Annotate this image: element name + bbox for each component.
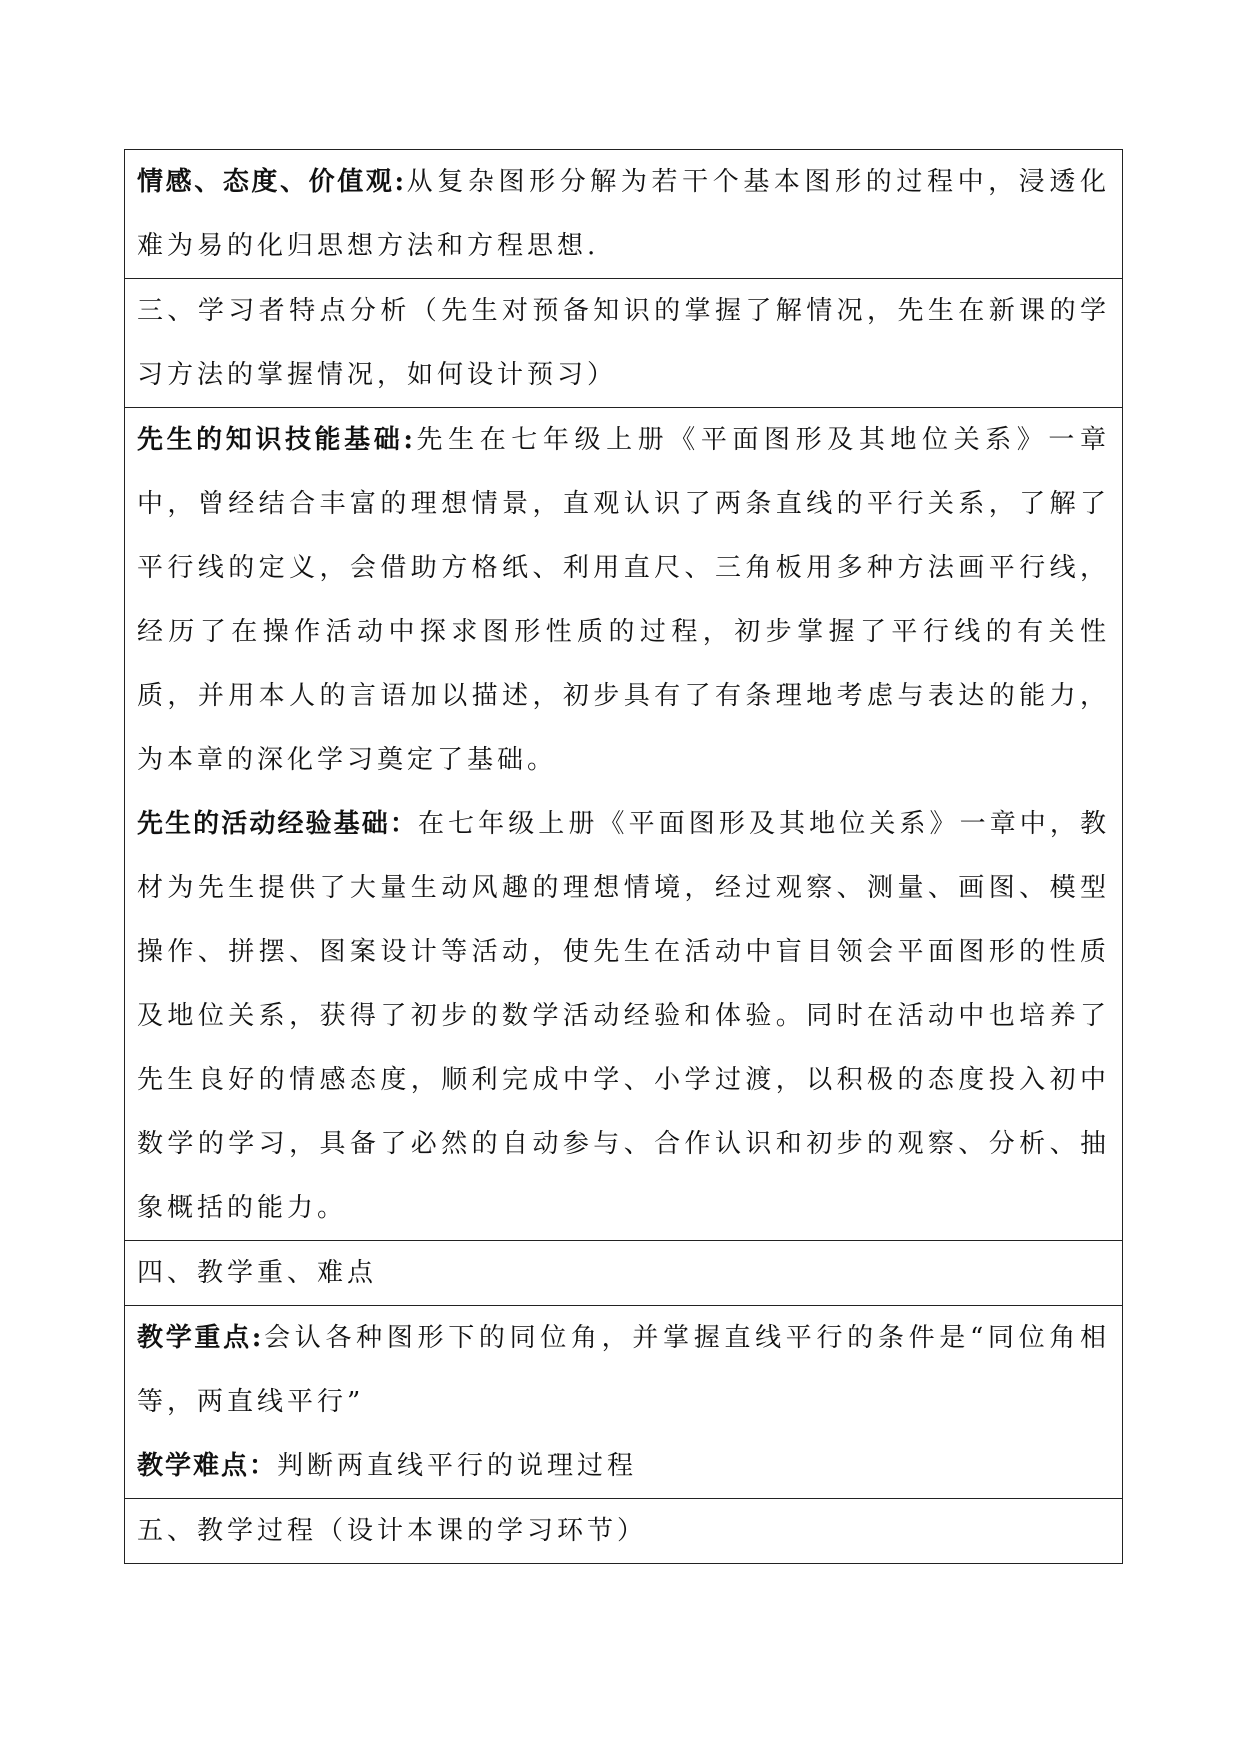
table-row <box>125 279 1122 408</box>
paragraph-text: 会认各种图形下的同位角，并掌握直线平行的条件是“同位角相等，两直线平行” <box>137 1323 1110 1417</box>
section-heading <box>137 279 1110 407</box>
paragraph <box>137 408 1110 792</box>
table-row <box>125 408 1122 1241</box>
table-row <box>125 1306 1122 1499</box>
section-heading-text: 四、教学重、难点 <box>137 1258 378 1288</box>
table-row <box>125 1241 1122 1306</box>
paragraph <box>137 1434 1110 1498</box>
paragraph-label: 情感、态度、价值观: <box>137 167 407 197</box>
paragraph-text: 先生在七年级上册《平面图形及其地位关系》一章中，曾经结合丰富的理想情景，直观认识了两条直线的平行关系，了解了平行线的定义，会借助方格纸、利用直尺、三角板用多种方法画平行线，经历了在操作活动中探求图形性质的过程，初步掌握了平行线的有关性质，并用本人的言语加以描述，初步具有了有条理地考虑与表达的能力，为本章的深化学习奠定了基础。 <box>137 425 1110 775</box>
paragraph <box>137 1306 1110 1434</box>
paragraph-label: 先生的活动经验基础： <box>137 809 418 839</box>
section-heading <box>137 1499 1110 1563</box>
paragraph-label: 先生的知识技能基础: <box>137 425 415 455</box>
paragraph-label: 教学重点: <box>137 1323 264 1353</box>
paragraph <box>137 150 1110 278</box>
paragraph <box>137 792 1110 1240</box>
paragraph-text: 从复杂图形分解为若干个基本图形的过程中，浸透化难为易的化归思想方法和方程思想. <box>137 167 1110 261</box>
paragraph-text: 判断两直线平行的说理过程 <box>277 1451 638 1481</box>
section-heading-text: 五、教学过程（设计本课的学习环节） <box>137 1516 648 1546</box>
paragraph-label: 教学难点： <box>137 1451 278 1481</box>
lesson-plan-table <box>124 149 1123 1564</box>
paragraph-text: 在七年级上册《平面图形及其地位关系》一章中，教材为先生提供了大量生动风趣的理想情境，经过观察、测量、画图、模型操作、拼摆、图案设计等活动，使先生在活动中盲目领会平面图形的性质及地位关系，获得了初步的数学活动经验和体验。同时在活动中也培养了先生良好的情感态度，顺利完成中学、小学过渡，以积极的态度投入初中数学的学习，具备了必然的自动参与、合作认识和初步的观察、分析、抽象概括的能力。 <box>137 809 1110 1223</box>
section-heading-text: 三、学习者特点分析（先生对预备知识的掌握了解情况，先生在新课的学习方法的掌握情况，如何设计预习） <box>137 296 1110 390</box>
section-heading <box>137 1241 1110 1305</box>
table-row <box>125 1499 1122 1563</box>
table-row <box>125 150 1122 279</box>
